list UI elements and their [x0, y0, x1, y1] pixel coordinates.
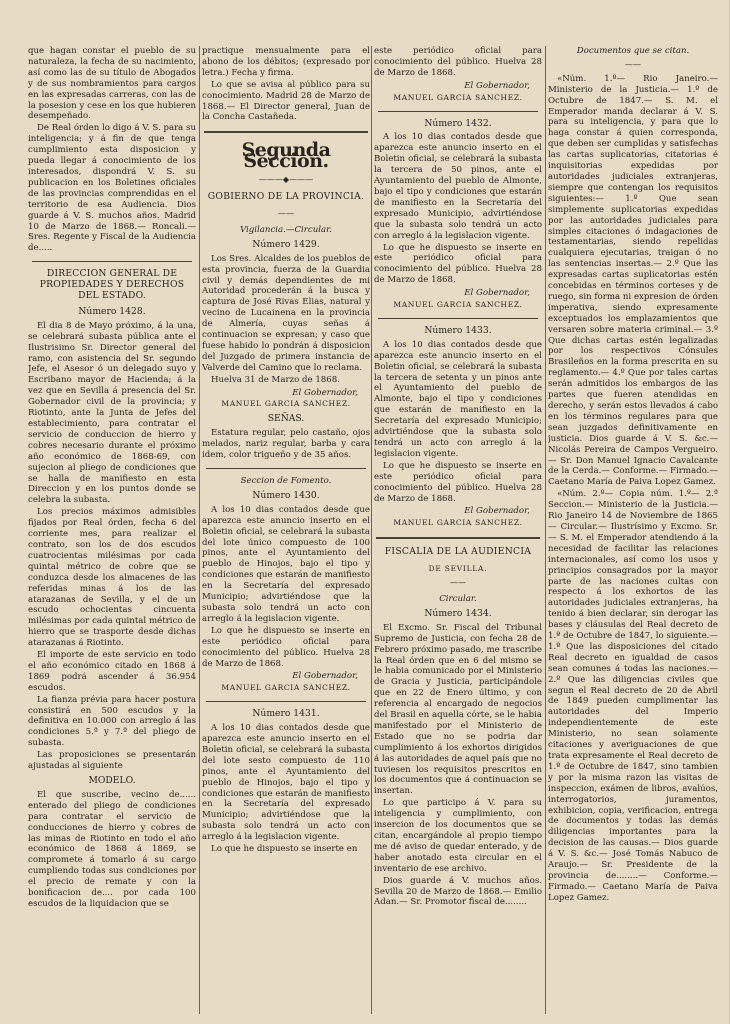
- section-subheading: DE SEVILLA.: [428, 564, 488, 574]
- divider: [378, 318, 538, 319]
- signature-title: El Gobernador,: [464, 506, 530, 517]
- notice-number: Número 1430.: [252, 489, 320, 501]
- subsection-label: Vigilancia.—Circular.: [239, 224, 333, 235]
- signature-title: El Gobernador,: [292, 671, 358, 682]
- paragraph: Los Sres. Alcaldes de los pueblos de esta provincia, fuerza de la Guardia civil y demás dependientes de mi Autoridad procederán á la busca y captura de José Rivas Elias, natural y vecino de Lucainena en la provincia de Almería, cuyas señas á continuacion se expresan; y caso que fuese habido lo pondrán á disposicion del Juzgado de primera instancia de Valverde del Camino que lo reclama.: [202, 253, 370, 373]
- subsection-label: Circular.: [439, 593, 477, 604]
- paragraph: Estatura regular, pelo castaño, ojos melados, nariz regular, barba y cara idem, color trigueño y de 35 años.: [202, 428, 370, 461]
- section-heading: DIRECCION GENERAL DE PROPIEDADES Y DERECHOS DEL ESTADO.: [39, 268, 185, 302]
- paragraph: Los precios máximos admisibles fijados por Real órden, fecha 6 del corriente mes, para realizar el contrato, son los de dos escudos cuatrocientas milésimas por cada quintal métrico de cobre que se conduzca desde los almacenes de las referidas minas á los de las atarazanas de Sevilla, y el de un escudo ochocientas cincuenta milésimas por cada quintal métrico de hierro que se trasporte desde dichas atarazanas á Riotinto.: [28, 507, 196, 649]
- ornament-rule: ———◆———: [258, 175, 314, 185]
- paragraph: A los 10 dias contados desde que aparezca este anuncio inserto en el Boletin oficial, se celebrará la subasta del lote sesto compuesto de 110 pinos, ante el Ayuntamiento del pueblo de Hinojos, bajo el tipo y condiciones que estarán de manifiesto en la Secretaría del expresado Municipio; advirtiéndose que la subasta solo tendrá un acto con arreglo á la legislacion vigente.: [202, 723, 370, 843]
- notice-number: Número 1432.: [424, 117, 492, 129]
- signature-title: El Gobernador,: [464, 80, 530, 91]
- paragraph: Lo que participo á V. para su inteligencia y cumplimiento, con insercion de los documentos que se citan, encargándole al propio tiempo me dé aviso de quedar enterado, y de haber anotado esta circular en el inventario de ese archivo.: [374, 798, 542, 874]
- paragraph: Las proposiciones se presentarán ajustadas al siguiente: [28, 750, 196, 772]
- signature-title: El Gobernador,: [292, 387, 358, 398]
- divider: [204, 131, 368, 133]
- paragraph: El que suscribe, vecino de...... enterado del pliego de condiciones para contratar el servicio de conducciones de hierro y cobres de las minas de Riotinto en todo el año económico de 1868 á 1869, se compromete á tomarlo á su cargo cumpliendo todas sus condiciones por el precio de remate y con la bonificacion de.... por cada 100 escudos de la liquidacion que se: [28, 789, 196, 909]
- paragraph: Lo que he dispuesto se inserte en este periódico oficial para conocimiento del público. Huelva 28 de Marzo de 1868.: [374, 460, 542, 504]
- notice-number: Número 1433.: [424, 324, 492, 336]
- signature-title: El Gobernador,: [464, 288, 530, 299]
- paragraph: Huelva 31 de Marzo de 1868.: [211, 374, 340, 385]
- paragraph: practique mensualmente para el abono de los débitos; (expresado por letra.) Fecha y firma.: [202, 46, 370, 78]
- ornament-rule: ——: [625, 59, 641, 69]
- paragraph: Lo que he dispuesto se inserte en este periódico oficial para conocimiento del público. Huelva 28 de Marzo de 1868.: [202, 625, 370, 669]
- divider: [206, 701, 366, 702]
- paragraph: La fianza prévia para hacer postura consistirá en 500 escudos y la definitiva en 10.000 con arreglo á las condiciones 5.ª y 7.ª del pliego de subasta.: [28, 694, 196, 749]
- signs-heading: SEÑAS.: [267, 413, 305, 425]
- paragraph: este periódico oficial para conocimiento del público. Huelva 28 de Marzo de 1868.: [374, 46, 542, 78]
- paragraph: De Real órden lo digo á V. S. para su inteligencia; y á fin de que tenga cumplimiento esta disposicion y pueda llegar á conocimiento de los interesados, dispondrá V. S. su publicacion en los Boletines oficiales de las provincias comprendidas en el territorio de esa Audiencia. Dios guarde á V. S. muchos años. Madrid 10 de Marzo de 1868.— Roncali.— Sres. Regente y Fiscal de la Audiencia de.....: [28, 123, 196, 254]
- paragraph: que hagan constar el pueblo de su naturaleza, la fecha de su nacimiento, así como las de su título de Abogados y de sus nombramientos para cargos en las expresadas carreras, con las de la posesion y cese en los que hubieren desempeñado.: [28, 46, 196, 122]
- signature-name: MANUEL GARCIA SANCHEZ.: [393, 92, 523, 102]
- paragraph: El importe de este servicio en todo el año económico citado en 1868 á 1869 podrá ascender á 36.954 escudos.: [28, 650, 196, 693]
- paragraph: «Núm. 1.º— Rio Janeiro.— Ministerio de la Justicia.— 1.º de Octubre de 1847.— S. M. el Emperador manda declarar á V. S. para su inteligencia, y para que lo haga constar á quien corresponda, que deben ser cumplidas y satisfechas las cartas suplicatorias, citatorias é inquisitorias expedidas por autoridades judiciales extranjeras, siempre que contengan los requisitos siguientes:— 1.º Que sean simplemente suplicatorias expedidas por las autoridades judiciales para simples citaciones ó indagaciones de testamentarias, siendo repelidas cualquiera ejecutarias, traigan ó no las sentencias insertas.— 2.º Que las expresadas cartas suplicatorias estén concebidas en términos corteses y de ruego, sin forma ni expresion de órden imperativa, siendo expresamente exceptuados los emplazamientos que versaren sobre materia criminal.— 3.º Que dichas cartas estén legalizadas por los respectivos Cónsules Brasileños en la forma prescrita en su reglamento.— 4.º Que por tales cartas serán admitidos los embargos de las partes que fueren atendidas en derecho, y serán estos llevados á cabo en los términos regulares para que sean juzgados definitivamente en justicia. Dios guarde á V. S. &c.— Nicolás Pereira de Campos Vergueiro.— Sr. Don Manuel Ignacio Cavalcante de la Cerda.— Conforme.— Firmado.— Caetano María de Paiva Lopez Gamez.: [548, 73, 718, 488]
- paragraph: Lo que he dispuesto se inserte en: [211, 844, 358, 855]
- paragraph: El dia 8 de Mayo próximo, á la una, se celebrará subasta pública ante el Ilustrisimo Sr. Director general del ramo, con asistencia del Sr. segundo Jefe, el Asesor ó un delegado suyo y Escribano mayor de Hacienda; á la vez que en Sevilla á presencia del Sr. Gobernador civil de la provincia; y Riotinto, ante la Junta de Jefes del establecimiento, para contratar el servicio de conduccion de hierro y cobres necesario durante el próximo año económico de 1868-69, con sujecion al pliego de condiciones que se halla de manifiesto en esta Direccion y en los puntos donde se celebra la subasta.: [28, 320, 196, 506]
- divider: [376, 537, 540, 539]
- paragraph: A los 10 dias contados desde que aparezca este anuncio inserto en el Boletin oficial, se celebrará la subasta del lote único compuesto de 100 pinos, ante el Ayuntamiento del pueblo de Hinojos, bajo el tipo y condiciones que estarán de manifiesto en la Secretaría del expresado Municipio; advirtiéndose que la subasta solo tendrá un acto con arreglo á la legislacion vigente.: [202, 504, 370, 624]
- notice-number: Número 1431.: [252, 708, 320, 720]
- documents-heading: Documentos que se citan.: [576, 46, 690, 56]
- column-2: [202, 46, 370, 1014]
- paragraph: Lo que he dispuesto se inserte en este periódico oficial para conocimiento del público. Huelva 28 de Marzo de 1868.: [374, 242, 542, 286]
- signature-name: MANUEL GARCIA SANCHEZ.: [221, 399, 351, 409]
- paragraph: A los 10 dias contados desde que aparezca este anuncio inserto en el Boletin oficial, se celebrará la subasta la tercera de setenta y un pinos ante el Ayuntamiento del pueblo de Almonte, bajo el tipo y condiciones que estarán de manifiesto en la Secretaría del expresado Municipio; advirtiéndose que la subasta solo tendrá un acto con arreglo á la legislacion vigente.: [374, 339, 542, 459]
- column-divider: [199, 46, 200, 1014]
- ornament-rule: ——: [450, 578, 466, 588]
- section-title: Segunda Seccion.: [241, 139, 331, 173]
- section-heading: FISCALIA DE LA AUDIENCIA: [384, 546, 532, 558]
- notice-number: Número 1428.: [78, 305, 146, 317]
- divider: [378, 111, 538, 112]
- signature-name: MANUEL GARCIA SANCHEZ.: [393, 518, 523, 528]
- signature-name: MANUEL GARCIA SANCHEZ.: [221, 683, 351, 693]
- ornament-rule: ——: [278, 208, 294, 218]
- column-4: [548, 46, 718, 1014]
- column-divider: [545, 46, 546, 1014]
- divider: [32, 261, 192, 262]
- paragraph: Dios guarde á V. muchos años. Sevilla 20 de Marzo de 1868.— Emilio Adan.— Sr. Promotor fiscal de........: [374, 875, 542, 908]
- column-1: [28, 46, 196, 1014]
- subsection-label: Seccion de Fomento.: [240, 476, 332, 486]
- subsection-heading: GOBIERNO DE LA PROVINCIA.: [207, 191, 365, 203]
- divider: [206, 468, 366, 469]
- column-3: [374, 46, 542, 1014]
- notice-number: Número 1429.: [252, 238, 320, 250]
- column-divider: [371, 46, 372, 1014]
- model-heading: MODELO.: [88, 775, 136, 786]
- notice-number: Número 1434.: [424, 607, 492, 619]
- paragraph: «Núm. 2.º— Copia núm. 1.º— 2.ª Seccion.— Ministerio de la Justicia.— Rio Janeiro 14 de Noviembre de 1865 — Circular.— Ilustrísimo y Excmo. Sr.— S. M. el Emperador atendiendo á la necesidad de facilitar las relaciones internacionales, así como los usos y principios consagrados por la mayor parte de las naciones cultas con respecto á los exhortos de las autoridades judiciales extranjeras, ha tenido á bien declarar, sin derogar las bases y cláusulas del Real decreto de 1.º de Octubre de 1847, lo siguiente.— 1.º Que las disposiciones del citado Real decreto en igualdad de casos sean comunes á todas las naciones.— 2.º Que las diligencias civiles que segun el Real decreto de 20 de Abril de 1849 pueden cumplimentar las autoridades del Imperio independientemente de este Ministerio, no sean solamente citaciones y averiguaciones de que trata expresamente el Real decreto de 1.º de Octubre de 1847, sino tambien y por la misma razon las visitas de inspeccion, exámen de libros, avalúos, interrogatorios, juramentos, exhibicion, copia, verificacion, entrega de documentos y todas las demás diligencias importantes para la decision de las causas.— Dios guarde á V. S. &c.— José Tomás Nabuco de Araujo.— Sr. Presidente de la provincia de........— Conforme.— Firmado.— Caetano María de Paiva Lopez Gamez.: [548, 489, 718, 903]
- paragraph: El Excmo. Sr. Fiscal del Tribunal Supremo de Justicia, con fecha 28 de Febrero próximo pasado, me trascribe la Real órden que en 6 del mismo se le habia comunicado por el Ministerio de Gracia y Justicia, participándole que en 22 de Enero último, y con referencia al encargado de negocios del Brasil en aquella córte, se le habia manifestado por el Ministerio de Estado que no se podria dar cumplimiento á los exhortos dirigidos á las autoridades de aquel país que no tuviesen los requisitos prescritos en los documentos que á continuacion se insertan.: [374, 622, 542, 797]
- signature-name: MANUEL GARCIA SANCHEZ.: [393, 300, 523, 310]
- paragraph: Lo que se avisa al público para su conocimiento. Madrid 28 de Marzo de 1868.— El Director general, Juan de la Concha Castañeda.: [202, 79, 370, 123]
- paragraph: A los 10 dias contados desde que aparezca este anuncio inserto en el Boletin oficial, se celebrará la subasta la tercera de 50 pinos, ante el Ayuntamiento del pueblo de Almonte, bajo el tipo y condiciones que estarán de manifiesto en la Secretaría del expresado Municipio, advirtiéndose que la subasta solo tendrá un acto con arreglo á la legislacion vigente.: [374, 132, 542, 241]
